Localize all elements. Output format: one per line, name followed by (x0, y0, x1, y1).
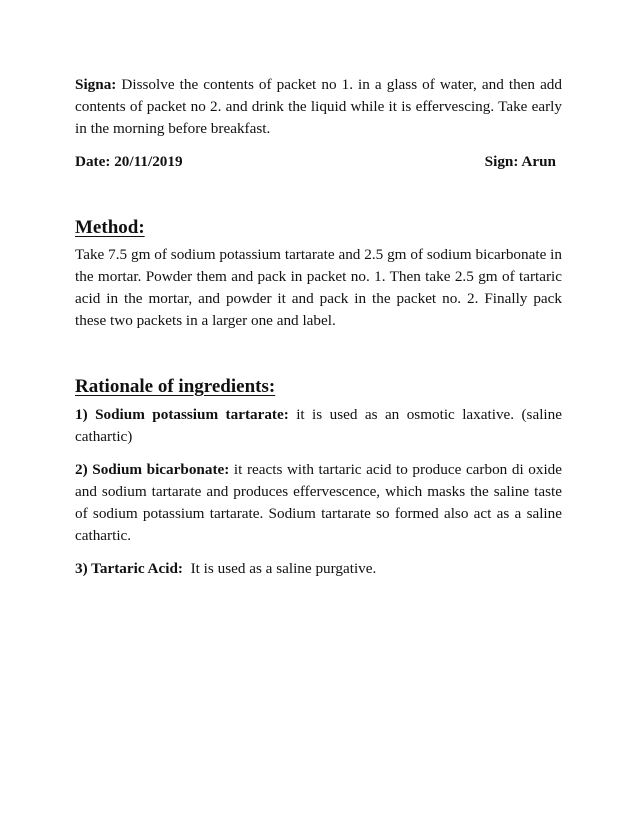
date-sign-row (75, 151, 562, 173)
method-paragraph: Take 7.5 gm of sodium potassium tartarate and 2.5 gm of sodium bicarbonate in the mortar. Powder them and pack in packet no. 1. Then take 2.5 gm of tartaric acid in the mortar, and powder it and pack in the packet no. 2. Finally pack these two packets in a larger one and label. (75, 246, 562, 329)
ingredient-item (75, 558, 562, 580)
ingredient-item (75, 404, 562, 448)
ingredient-text: it reacts with tartaric acid to produce carbon di oxide and sodium tartarate and produces effervescence, which masks the saline taste of sodium potassium tartarate. Sodium tartarate so formed also act as a saline cathartic. (75, 461, 562, 544)
document-page (75, 74, 562, 591)
signa-label: Signa: (75, 76, 117, 93)
ingredient-text: it is used as an osmotic laxative. (saline cathartic) (75, 406, 562, 445)
ingredient-label: 3) Tartaric Acid: (75, 560, 183, 577)
ingredient-text: It is used as a saline purgative. (183, 560, 377, 577)
ingredient-label: 1) Sodium potassium tartarate: (75, 406, 289, 423)
method-heading: Method: (75, 217, 145, 238)
rationale-heading: Rationale of ingredients: (75, 376, 276, 397)
ingredient-item (75, 459, 562, 547)
signa-paragraph (75, 74, 562, 140)
signa-text: Dissolve the contents of packet no 1. in a glass of water, and then add contents of packet no 2. and drink the liquid while it is effervescing. Take early in the morning before breakfast. (75, 76, 562, 137)
sign-text: Sign: Arun (484, 153, 556, 170)
date-text: Date: 20/11/2019 (75, 153, 183, 170)
ingredient-label: 2) Sodium bicarbonate: (75, 461, 230, 478)
